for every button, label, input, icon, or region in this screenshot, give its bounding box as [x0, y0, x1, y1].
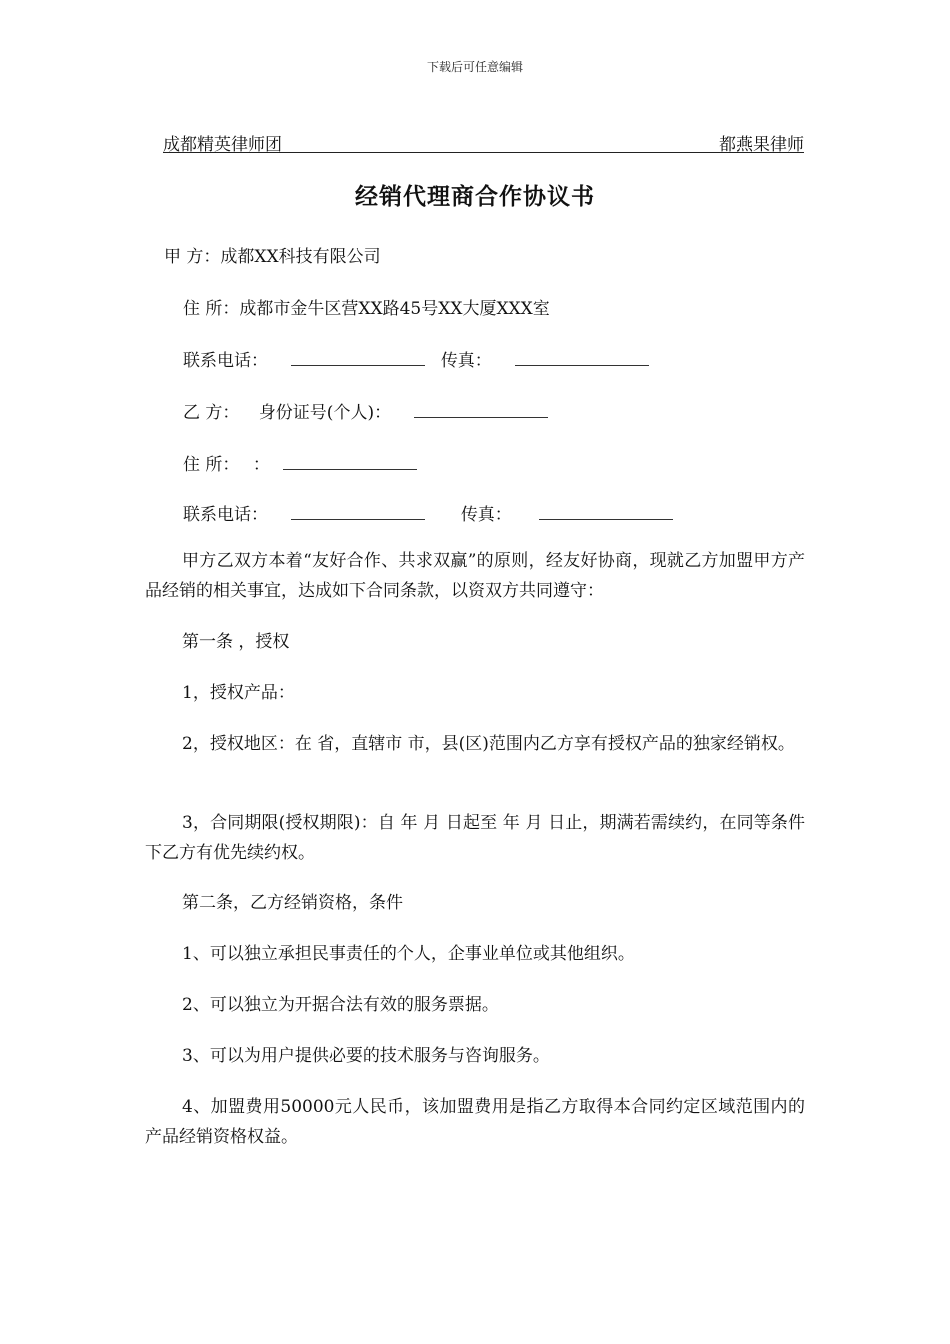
article-2-item-2: 2、可以独立为开据合法有效的服务票据。 [182, 995, 499, 1015]
party-b-id-blank [414, 416, 548, 418]
document-title: 经销代理商合作协议书 [355, 184, 595, 210]
party-a-line [164, 242, 381, 267]
top-note: 下载后可任意编辑 [426, 60, 523, 74]
party-b-address-line [183, 450, 427, 475]
article-2-item-4: 4、加盟费用50000元人民币，该加盟费用是指乙方取得本合同约定区域范围内的产品经销资格权益。 [145, 1097, 805, 1147]
party-b-fax-label: 传真： [460, 505, 512, 525]
party-b-address-label: 住 所： [183, 455, 240, 475]
party-a-address-label: 住 所： [183, 299, 240, 319]
party-b-fax-blank [539, 518, 673, 520]
article-2-item-1: 1、可以独立承担民事责任的个人，企事业单位或其他组织。 [182, 944, 635, 964]
party-a-contact-line [183, 346, 659, 371]
article-1-item-2: 2，授权地区：在 省，直辖市 市，县(区)范围内乙方享有授权产品的独家经销权。 [182, 734, 795, 754]
header-left: 成都精英律师团 [163, 135, 282, 155]
party-a-phone-label: 联系电话： [183, 351, 268, 371]
party-a-fax-blank [515, 364, 649, 366]
article-2-title: 第二条，乙方经销资格，条件 [182, 893, 403, 913]
article-1-title: 第一条 ，授权 [182, 632, 290, 652]
party-b-phone-blank [291, 518, 425, 520]
party-b-contact-line [183, 500, 683, 525]
article-1-item-3: 3，合同期限(授权期限)：自 年 月 日起至 年 月 日止，期满若需续约，在同等条件下乙方有优先续约权。 [145, 813, 805, 863]
party-a-fax-label: 传真： [440, 351, 492, 371]
party-a-address-line [183, 294, 550, 319]
party-a-address: 成都市金牛区营XX路45号XX大厦XXX室 [239, 299, 550, 319]
article-1-item-1: 1，授权产品： [182, 683, 295, 703]
party-b-id-label: 身份证号(个人)： [258, 403, 392, 423]
article-2-item-3: 3、可以为用户提供必要的技术服务与咨询服务。 [182, 1046, 550, 1066]
party-b-address-blank [283, 468, 417, 470]
party-a-label: 甲 方： [164, 247, 221, 267]
party-b-label: 乙 方： [183, 403, 240, 423]
party-b-line [183, 398, 558, 423]
party-a-name: 成都XX科技有限公司 [220, 247, 381, 267]
party-b-phone-label: 联系电话： [183, 505, 268, 525]
document-header [163, 130, 804, 153]
party-a-phone-blank [291, 364, 425, 366]
party-b-address-colon: ： [252, 455, 270, 475]
intro-paragraph: 甲方乙双方本着“友好合作、共求双赢”的原则，经友好协商，现就乙方加盟甲方产品经销的相关事宜，达成如下合同条款，以资双方共同遵守： [145, 551, 805, 601]
header-right: 都燕果律师 [719, 135, 804, 155]
